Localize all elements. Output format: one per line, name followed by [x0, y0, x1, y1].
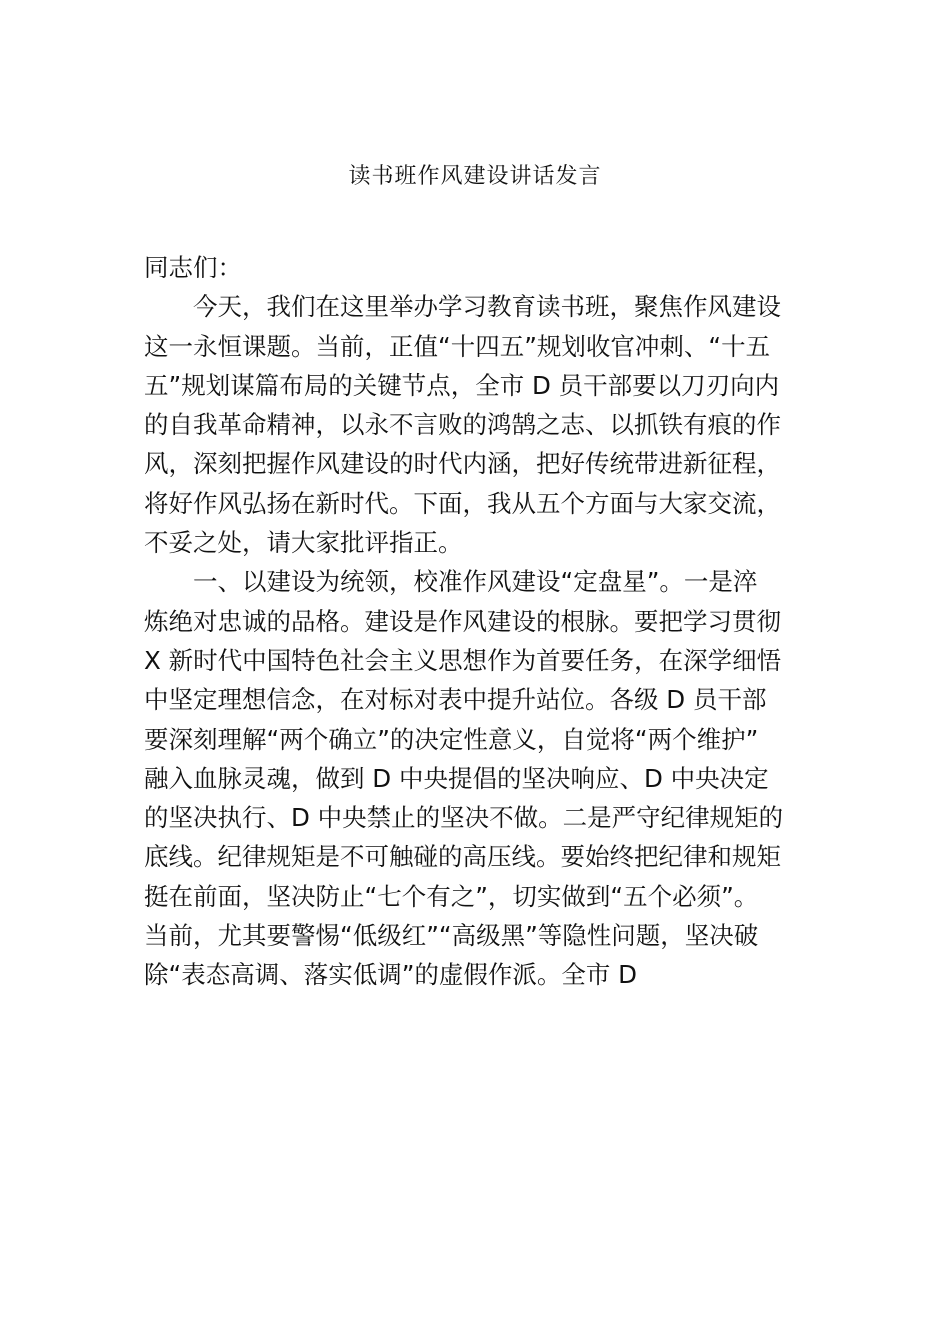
paragraph-line: 当前，尤其要警惕“低级红”“高级黑”等隐性问题，坚决破: [144, 921, 759, 951]
document-body: [144, 248, 808, 995]
paragraph-line: 这一永恒课题。当前，正值“十四五”规划收官冲刺、“十五: [144, 331, 771, 361]
paragraph-line: 炼绝对忠诚的品格。建设是作风建设的根脉。要把学习贯彻: [144, 606, 781, 636]
paragraph-line: 一、以建设为统领，校准作风建设“定盘星”。一是淬: [193, 567, 758, 597]
salutation: 同志们：: [144, 253, 242, 282]
paragraph-line: 除“表态高调、落实低调”的虚假作派。全市 D: [144, 960, 638, 990]
paragraph-line: 的坚决执行、D 中央禁止的坚决不做。二是严守纪律规矩的: [144, 803, 784, 833]
paragraph-line: 融入血脉灵魂，做到 D 中央提倡的坚决响应、D 中央决定: [144, 763, 769, 793]
paragraph-line: X 新时代中国特色社会主义思想作为首要任务，在深学细悟: [144, 645, 782, 675]
paragraph-line: 要深刻理解“两个确立”的决定性意义，自觉将“两个维护”: [144, 724, 759, 754]
paragraph-line: 不妥之处，请大家批评指正。: [144, 528, 463, 558]
paragraph-line: 五”规划谋篇布局的关键节点，全市 D 员干部要以刀刃向内: [144, 370, 780, 400]
paragraph-line: 风，深刻把握作风建设的时代内涵，把好传统带进新征程，: [144, 449, 781, 479]
paragraph-line: 今天，我们在这里举办学习教育读书班，聚焦作风建设: [193, 292, 781, 322]
paragraph-line: 将好作风弘扬在新时代。下面，我从五个方面与大家交流，: [144, 488, 781, 518]
paragraph-line: 挺在前面，坚决防止“七个有之”，切实做到“五个必须”。: [144, 881, 759, 911]
paragraph-line: 的自我革命精神，以永不言败的鸿鹄之志、以抓铁有痕的作: [144, 410, 781, 440]
paragraph-line: 中坚定理想信念，在对标对表中提升站位。各级 D 员干部: [144, 685, 767, 715]
paragraph-line: 底线。纪律规矩是不可触碰的高压线。要始终把纪律和规矩: [144, 842, 781, 872]
document-title: 读书班作风建设讲话发言: [348, 164, 602, 189]
